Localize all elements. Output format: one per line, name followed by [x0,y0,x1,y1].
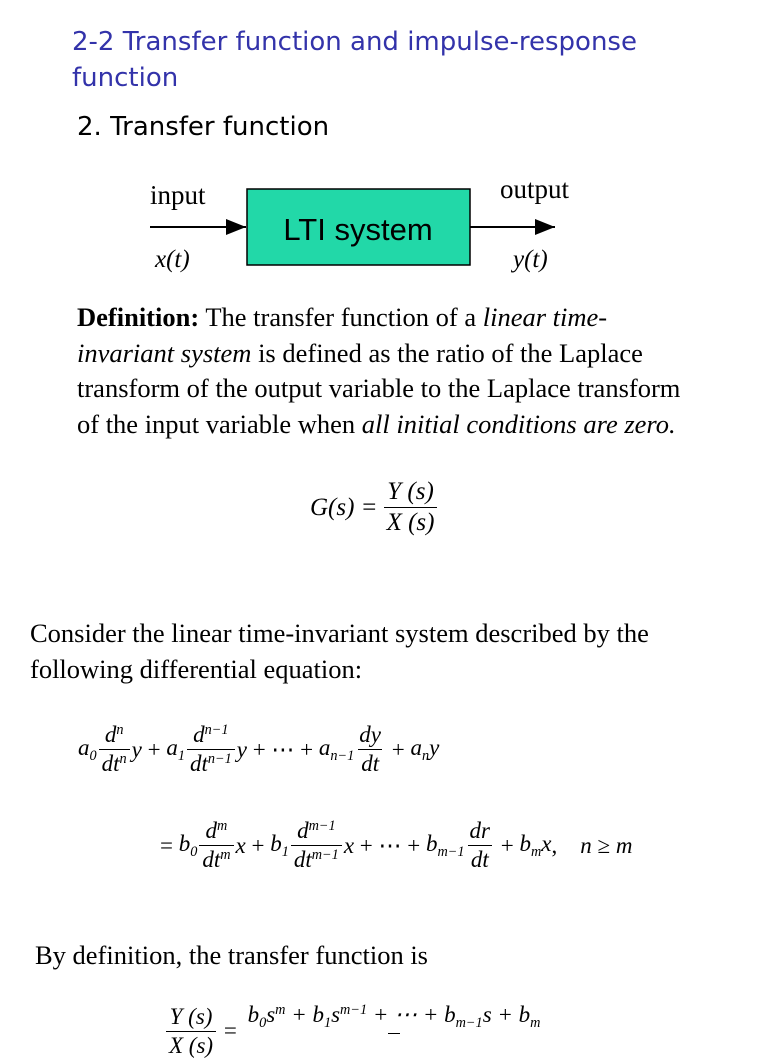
input-label: input [150,180,206,210]
differential-equation-lhs: $a_0$ $\frac{d^n}{dt^n}$ y + $a_1$ $\frac{d^{n-1}}{dt^{n-1}}$ y + ⋯ + $a_{n-1}$ $\frac{dy}{dt}$ + $a_ny$ [78,722,440,776]
block-diagram [0,0,768,300]
consider-paragraph: Consider the linear time-invariant system described by the following differential equation: [30,618,649,684]
transfer-function-formula-partial: $\frac{Y (s)}{X (s)}$ = $b_0s^m + b_1s^{m-1}$ + ⋯ + $b_{m-1}s + b_m$ [164,1002,545,1061]
output-signal-label: y(t) [513,246,548,273]
subsection-title: 2. Transfer function [77,112,330,142]
definition-term: Definition: [77,302,200,332]
section-title: 2-2 Transfer function and impulse-response function [72,27,637,93]
by-definition-sentence: By definition, the transfer function is [35,940,428,970]
differential-equation-rhs: = $b_0$ $\frac{d^m}{dt^m}$ x + $b_1$ $\frac{d^{m-1}}{dt^{m-1}}$ x + ⋯ + $b_{m-1}$ $\frac{dr}{dt}$ + $b_mx$ , n ≥ m [160,818,633,872]
definition-italic-1: linear time-invariant system [77,302,608,368]
transfer-function-equation [310,478,439,537]
definition-text-2: is defined as the ratio of the Laplace transform of the output variable to the Laplace transform of the input variable when [77,337,681,439]
lti-system-label: LTI system [283,212,433,247]
transfer-eq-denominator: X (s) [384,507,438,537]
input-signal-label: x(t) [155,246,190,273]
transfer-eq-numerator: Y (s) [387,478,434,505]
transfer-eq-fraction [384,478,438,537]
transfer-eq-lhs: G(s) = [310,493,378,521]
definition-italic-2: all initial conditions are zero. [361,408,676,439]
output-label: output [500,174,570,204]
definition-paragraph [77,300,687,442]
definition-text-1: The transfer function of a [199,302,483,332]
